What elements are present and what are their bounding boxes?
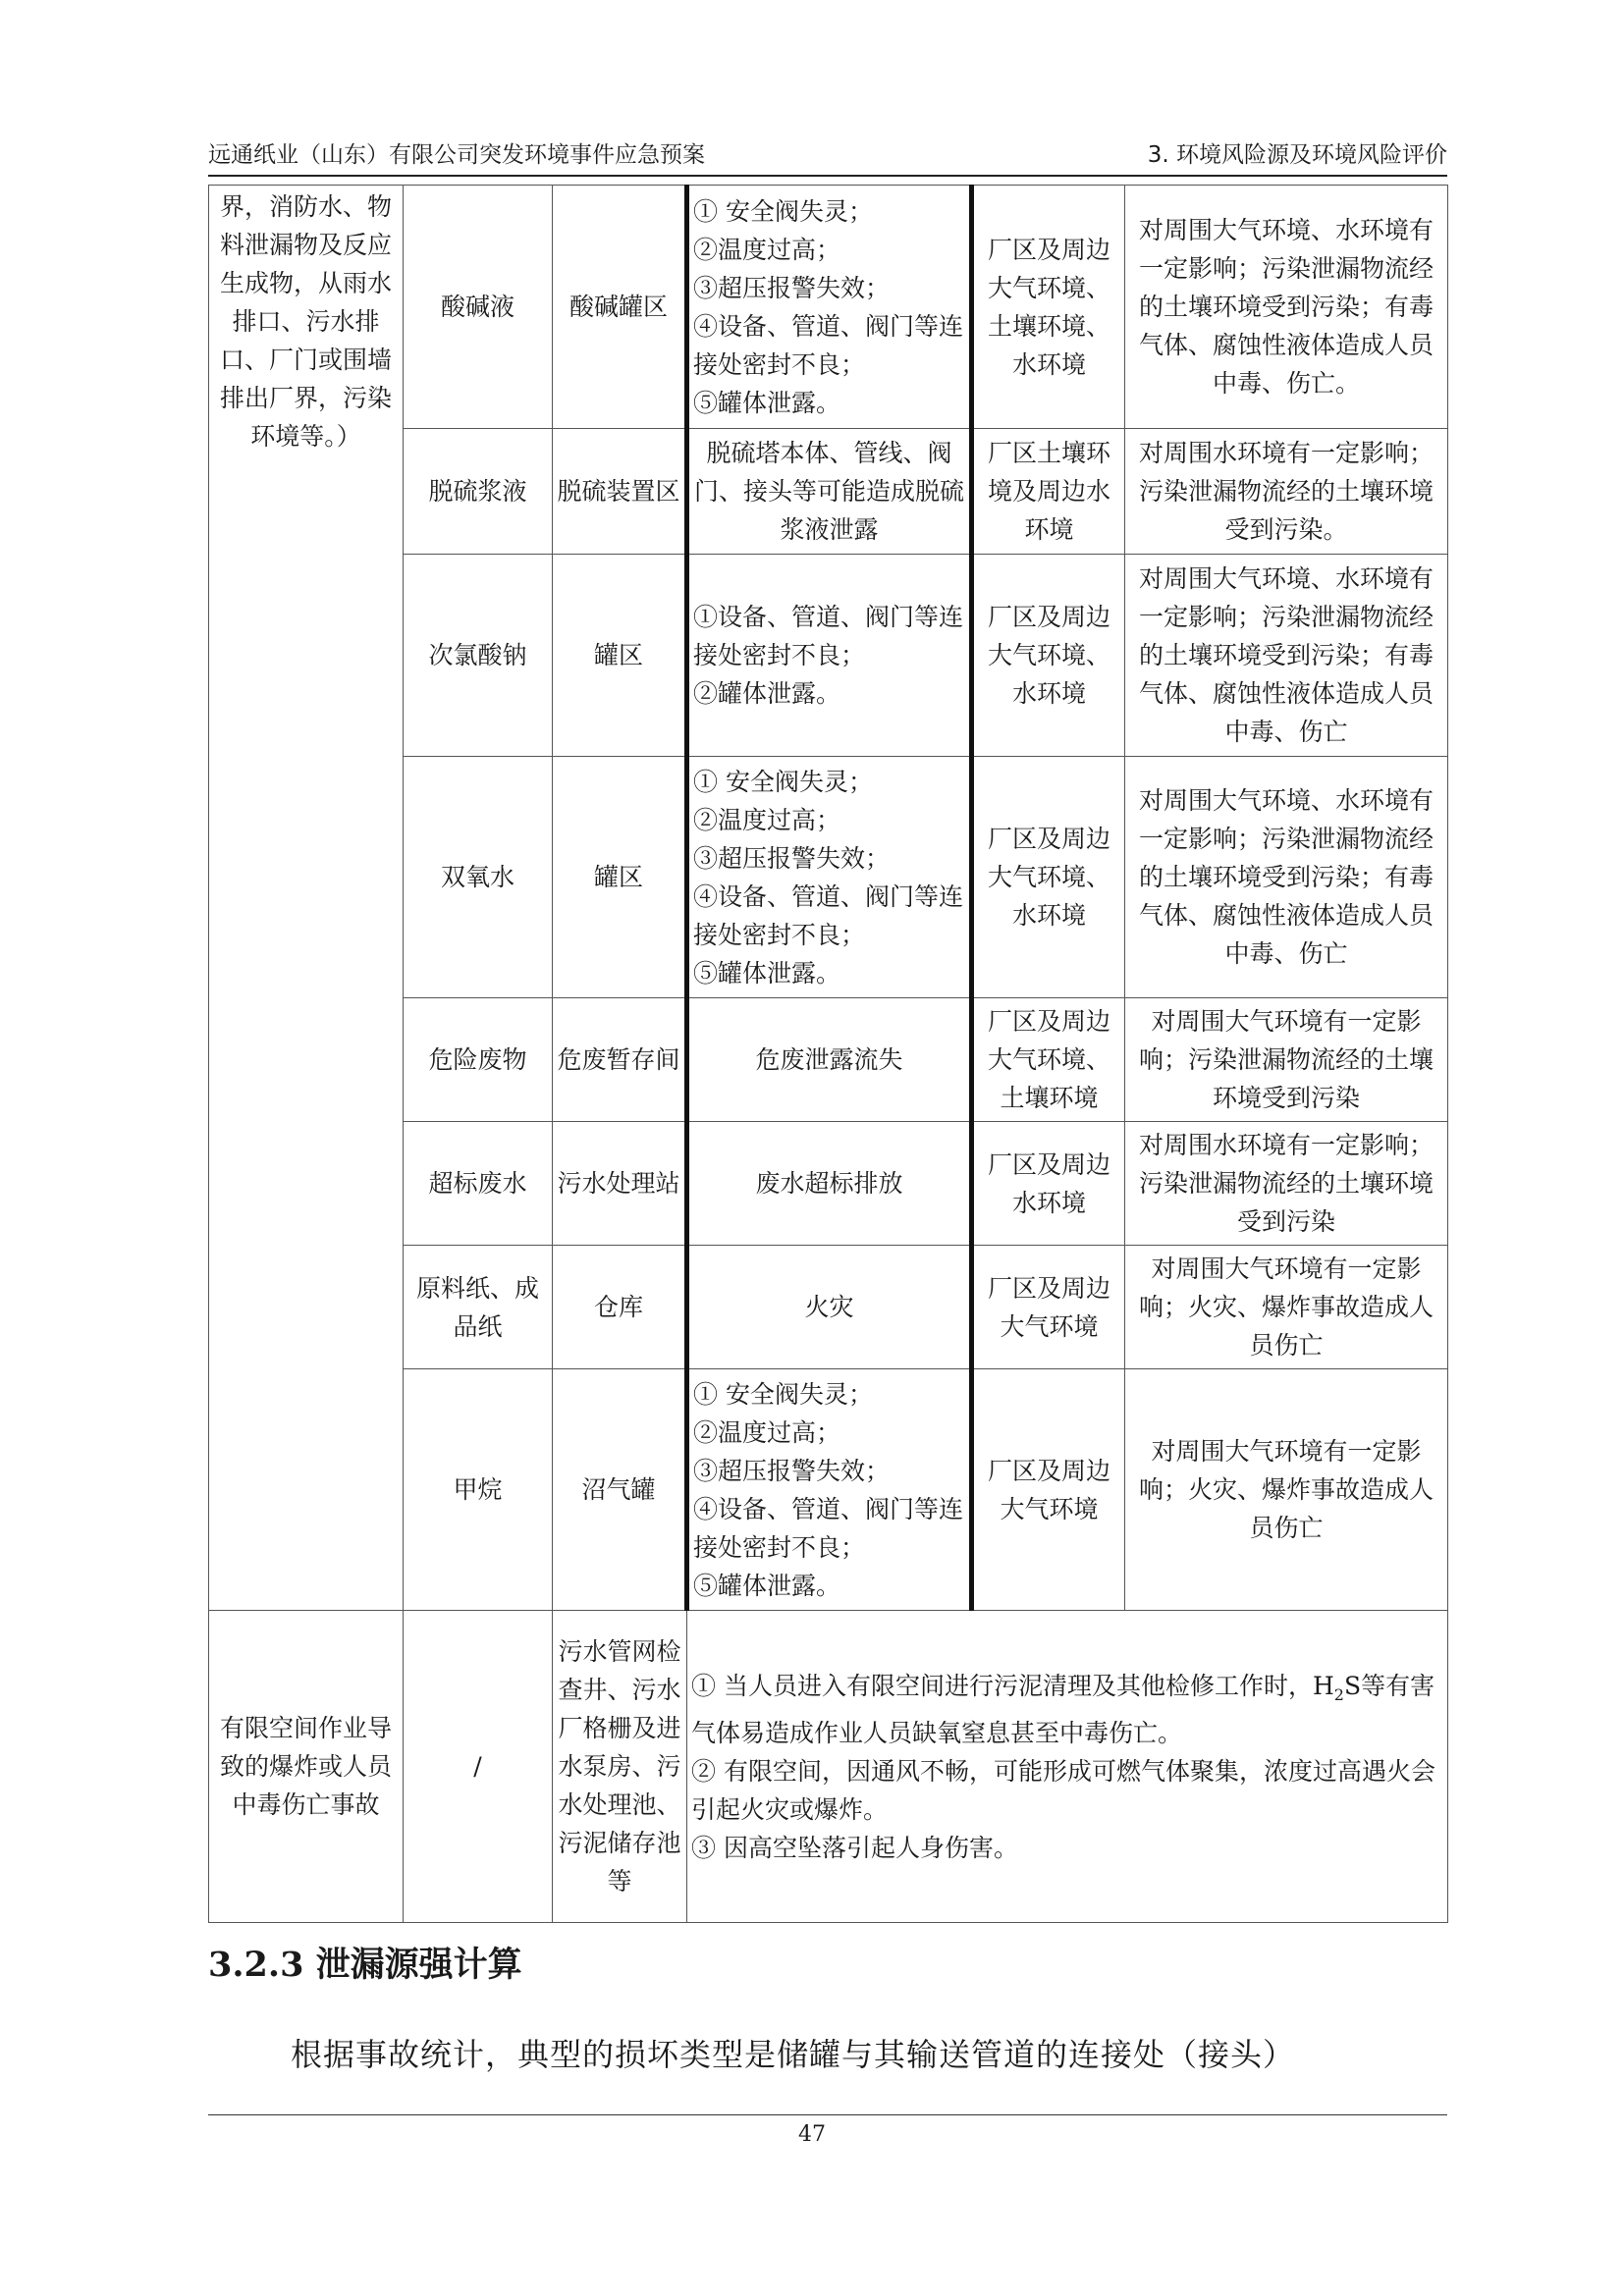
cause-item: ⑤罐体泄露。 [693, 958, 841, 988]
confined-description-cell [687, 1611, 1448, 1923]
impact-cell: 对周围水环境有一定影响；污染泄漏物流经的土壤环境受到污染。 [1125, 429, 1448, 555]
impact-cell: 对周围水环境有一定影响；污染泄漏物流经的土壤环境受到污染 [1125, 1122, 1448, 1246]
cause-item: ⑤罐体泄露。 [693, 388, 841, 417]
location-cell: 仓库 [553, 1246, 687, 1369]
risk-table-body [209, 186, 1448, 1923]
cause-item: ⑤罐体泄露。 [693, 1571, 841, 1600]
cause-cell [687, 757, 972, 998]
cause-item: ②温度过高； [693, 805, 841, 834]
table-row-confined-space [209, 1611, 1448, 1923]
cause-item: 危废泄露流失 [755, 1045, 903, 1074]
cause-item: ① 安全阀失灵； [693, 1379, 873, 1409]
impact-cell: 对周围大气环境、水环境有一定影响；污染泄漏物流经的土壤环境受到污染；有毒气体、腐蚀性液体造成人员中毒、伤亡。 [1125, 186, 1448, 429]
cause-item: 火灾 [804, 1293, 854, 1321]
scope-cell: 厂区及周边大气环境 [972, 1246, 1125, 1369]
location-cell: 酸碱罐区 [553, 186, 687, 429]
location-cell: 沼气罐 [553, 1369, 687, 1611]
page-header [208, 133, 1447, 177]
location-cell: 危废暂存间 [553, 998, 687, 1122]
scope-cell: 厂区土壤环境及周边水环境 [972, 429, 1125, 555]
header-chapter: 3. 环境风险源及环境风险评价 [1147, 142, 1447, 168]
impact-cell: 对周围大气环境、水环境有一定影响；污染泄漏物流经的土壤环境受到污染；有毒气体、腐蚀性液体造成人员中毒、伤亡 [1125, 555, 1448, 757]
substance-cell: 次氯酸钠 [404, 555, 553, 757]
confined-item-2: ② 有限空间，因通风不畅，可能形成可燃气体聚集，浓度过高遇火会引起火灾或爆炸。 [691, 1756, 1435, 1824]
cause-item: ③超压报警失效； [693, 1456, 891, 1485]
substance-cell: 超标废水 [404, 1122, 553, 1246]
cause-item: ②罐体泄露。 [693, 679, 841, 708]
scope-cell: 厂区及周边大气环境、水环境 [972, 757, 1125, 998]
confined-item-1-subscript: 2 [1333, 1684, 1344, 1704]
confined-item-1-text-a: ① 当人员进入有限空间进行污泥清理及其他检修工作时，H [691, 1671, 1334, 1700]
risk-source-table [208, 185, 1448, 1923]
scope-cell: 厂区及周边大气环境 [972, 1369, 1125, 1611]
risk-category-cell: 界，消防水、物料泄漏物及反应生成物，从雨水排口、污水排口、厂门或围墙排出厂界，污染环境等。） [209, 186, 404, 1611]
cause-item: ②温度过高； [693, 1417, 841, 1447]
confined-item-1 [691, 1667, 1443, 1752]
confined-substance-cell: / [404, 1611, 553, 1923]
cause-cell [687, 186, 972, 429]
confined-item-1-text-b: S等有害气体易造成作业人员缺氧窒息甚至中毒伤亡。 [691, 1671, 1435, 1747]
cause-item: ④设备、管道、阀门等连接处密封不良； [693, 881, 964, 949]
cause-cell [687, 1369, 972, 1611]
cause-item: ① 安全阀失灵； [693, 196, 873, 226]
location-cell: 污水处理站 [553, 1122, 687, 1246]
location-cell: 脱硫装置区 [553, 429, 687, 555]
scope-cell: 厂区及周边大气环境、土壤环境、水环境 [972, 186, 1125, 429]
cause-item: ③超压报警失效； [693, 273, 891, 302]
header-title: 远通纸业（山东）有限公司突发环境事件应急预案 [208, 142, 705, 168]
page-number: 47 [798, 2122, 826, 2147]
impact-cell: 对周围大气环境有一定影响；污染泄漏物流经的土壤环境受到污染 [1125, 998, 1448, 1122]
confined-item-3: ③ 因高空坠落引起人身伤害。 [691, 1833, 1018, 1862]
cause-cell [687, 429, 972, 555]
cause-item: ① 安全阀失灵； [693, 767, 873, 796]
cause-item: ②温度过高； [693, 235, 841, 264]
substance-cell: 酸碱液 [404, 186, 553, 429]
cause-item: 废水超标排放 [755, 1169, 903, 1198]
scope-cell: 厂区及周边水环境 [972, 1122, 1125, 1246]
confined-location-cell: 污水管网检查井、污水厂格栅及进水泵房、污水处理池、污泥储存池等 [553, 1611, 687, 1923]
impact-cell: 对周围大气环境、水环境有一定影响；污染泄漏物流经的土壤环境受到污染；有毒气体、腐蚀性液体造成人员中毒、伤亡 [1125, 757, 1448, 998]
substance-cell: 脱硫浆液 [404, 429, 553, 555]
location-cell: 罐区 [553, 555, 687, 757]
cause-cell [687, 555, 972, 757]
cause-cell [687, 998, 972, 1122]
cause-cell [687, 1246, 972, 1369]
table-row [209, 186, 1448, 429]
substance-cell: 双氧水 [404, 757, 553, 998]
cause-item: ③超压报警失效； [693, 843, 891, 873]
substance-cell: 危险废物 [404, 998, 553, 1122]
impact-cell: 对周围大气环境有一定影响；火灾、爆炸事故造成人员伤亡 [1125, 1369, 1448, 1611]
section-heading: 3.2.3 泄漏源强计算 [208, 1945, 522, 1985]
body-paragraph: 根据事故统计，典型的损坏类型是储罐与其输送管道的连接处（接头） [291, 2036, 1296, 2073]
location-cell: 罐区 [553, 757, 687, 998]
impact-cell: 对周围大气环境有一定影响；火灾、爆炸事故造成人员伤亡 [1125, 1246, 1448, 1369]
substance-cell: 甲烷 [404, 1369, 553, 1611]
substance-cell: 原料纸、成品纸 [404, 1246, 553, 1369]
cause-item: ④设备、管道、阀门等连接处密封不良； [693, 311, 964, 379]
cause-cell [687, 1122, 972, 1246]
cause-item: ④设备、管道、阀门等连接处密封不良； [693, 1494, 964, 1562]
footer-rule [208, 2114, 1447, 2115]
scope-cell: 厂区及周边大气环境、土壤环境 [972, 998, 1125, 1122]
cause-item: 脱硫塔本体、管线、阀门、接头等可能造成脱硫浆液泄露 [693, 439, 964, 544]
confined-category-cell: 有限空间作业导致的爆炸或人员中毒伤亡事故 [209, 1611, 404, 1923]
cause-item: ①设备、管道、阀门等连接处密封不良； [693, 603, 964, 669]
scope-cell: 厂区及周边大气环境、水环境 [972, 555, 1125, 757]
